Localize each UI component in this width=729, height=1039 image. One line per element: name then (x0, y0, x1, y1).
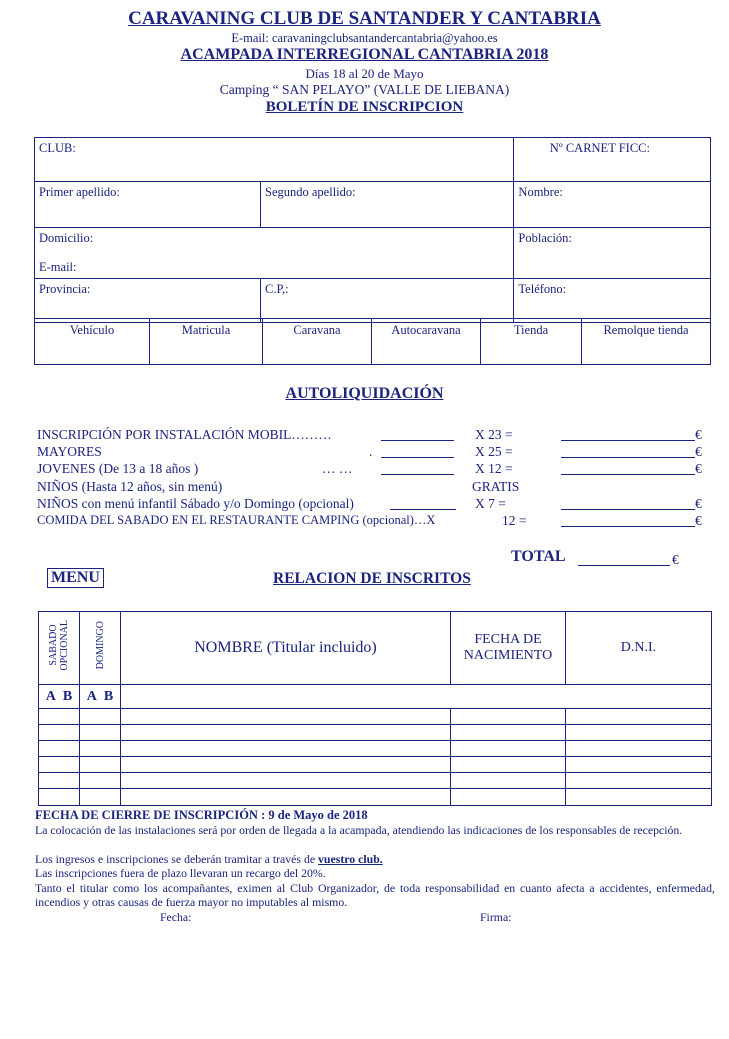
euro-symbol: € (695, 427, 702, 442)
footer-p1: La colocación de las instalaciones será por orden de llegada a la acampada, atendiendo las indicaciones de los responsables de recepción. (35, 823, 683, 837)
fee-row-label: NIÑOS con menú infantil Sábado y/o Domingo (opcional) (37, 496, 354, 511)
firma-label: Firma: (480, 910, 512, 924)
sabado-ab (39, 685, 80, 709)
table-row[interactable] (39, 757, 712, 773)
fee-row-price: X 12 = (475, 461, 513, 476)
total-euro: € (672, 552, 679, 567)
telefono-label: Teléfono: (518, 282, 567, 296)
inscritos-table (38, 611, 712, 806)
euro-symbol: € (695, 513, 702, 528)
sabado-label: SABADO (48, 624, 59, 667)
vehicle-label: Vehículo (69, 323, 115, 337)
fee-row-label: COMIDA DEL SABADO EN EL RESTAURANTE CAMPING (opcional)…X (37, 513, 436, 527)
primer-apellido-field[interactable] (35, 182, 261, 228)
vehicle-cell-remolque[interactable] (582, 319, 711, 365)
email-label: E-mail: (39, 260, 77, 274)
fee-row-label: NIÑOS (Hasta 12 años, sin menú) (37, 479, 223, 494)
option-a: A (45, 688, 56, 704)
vehicle-label: Remolque tienda (603, 323, 689, 337)
domicilio-label: Domicilio: (39, 231, 94, 245)
fecha-cierre: FECHA DE CIERRE DE INSCRIPCIÓN : 9 de Mayo de 2018 (35, 808, 368, 822)
euro-symbol: € (695, 444, 702, 459)
fee-row-price: GRATIS (472, 479, 520, 494)
vehicle-cell-caravana[interactable] (263, 319, 372, 365)
fee-row-amount[interactable] (561, 427, 695, 441)
nombre-label: Nombre: (518, 185, 563, 199)
event-title: ACAMPADA INTERREGIONAL CANTABRIA 2018 (180, 46, 549, 63)
telefono-field[interactable] (514, 279, 711, 323)
table-row[interactable] (39, 725, 712, 741)
vehicle-label: Caravana (293, 323, 341, 337)
fee-row-blank[interactable] (381, 444, 454, 458)
table-row[interactable] (39, 741, 712, 757)
fecha-label-2: NACIMIENTO (463, 648, 553, 663)
ab-row-blank (121, 685, 712, 709)
cp-label: C.P,: (265, 282, 289, 296)
fee-row-blank[interactable] (381, 427, 454, 441)
fee-row-amount[interactable] (561, 461, 695, 475)
vehicle-label: Matricula (181, 323, 231, 337)
footer-p2 (35, 852, 715, 866)
total-label: TOTAL (511, 548, 566, 565)
cp-field[interactable] (261, 279, 514, 323)
nombre-header: NOMBRE (Titular incluido) (121, 612, 451, 685)
total-amount[interactable] (578, 550, 670, 566)
domingo-header (80, 612, 121, 685)
fee-row-amount[interactable] (561, 444, 695, 458)
table-row[interactable] (39, 709, 712, 725)
vuestro-club: vuestro club. (318, 852, 383, 866)
footer-p2-text: Los ingresos e inscripciones se deberán tramitar a través de (35, 852, 316, 866)
fee-row-price: X 25 = (475, 444, 513, 459)
segundo-apellido-label: Segundo apellido: (265, 185, 356, 199)
fecha-label: Fecha: (160, 910, 192, 924)
vehicle-cell-matricula[interactable] (150, 319, 263, 365)
autoliquidacion-title: AUTOLIQUIDACIÓN (285, 385, 444, 402)
fee-row-label: INSCRIPCIÓN POR INSTALACIÓN MOBIL……… (37, 427, 332, 442)
provincia-label: Provincia: (39, 282, 91, 296)
club-email: E-mail: caravaningclubsantandercantabria@yahoo.es (231, 31, 498, 45)
carnet-label: Nº CARNET FICC: (549, 141, 650, 155)
fee-row-dots: … … (322, 461, 353, 476)
fecha-label-1: FECHA DE (474, 632, 542, 647)
fee-row-price: 12 = (502, 513, 527, 528)
provincia-field[interactable] (35, 279, 261, 323)
table-row[interactable] (39, 773, 712, 789)
dni-header: D.N.I. (566, 612, 712, 685)
domingo-ab (80, 685, 121, 709)
footer-p4: Tanto el titular como los acompañantes, eximen al Club Organizador, de toda responsabilidad en cuanto afecta a accidentes, enfermedad, incendios y otras causas de fuerza mayor no imputables al mismo. (35, 881, 715, 910)
vehicle-cell-tienda[interactable] (481, 319, 582, 365)
footer-p3: Las inscripciones fuera de plazo llevaran un recargo del 20%. (35, 866, 326, 880)
menu-label: MENU (47, 568, 104, 588)
domicilio-field[interactable] (35, 228, 514, 279)
inscritos-title: RELACION DE INSCRITOS (273, 570, 471, 587)
club-label: CLUB: (39, 141, 76, 155)
poblacion-label: Población: (518, 231, 572, 245)
sabado-header (39, 612, 80, 685)
registration-form (34, 137, 711, 323)
vehicle-label: Autocaravana (391, 323, 461, 337)
fee-row-amount[interactable] (561, 513, 695, 527)
vehicle-cell-vehiculo[interactable] (35, 319, 150, 365)
fee-row-label: MAYORES (37, 444, 102, 459)
fee-row-price: X 7 = (475, 496, 506, 511)
euro-symbol: € (695, 496, 702, 511)
fee-row-dots: . (369, 444, 373, 459)
carnet-field[interactable] (514, 138, 711, 182)
option-b: B (62, 688, 73, 704)
vehicle-label: Tienda (513, 323, 549, 337)
fee-row-price: X 23 = (475, 427, 513, 442)
nombre-field[interactable] (514, 182, 711, 228)
fee-row-blank[interactable] (390, 496, 456, 510)
vehicle-cell-autocaravana[interactable] (372, 319, 481, 365)
fecha-header (451, 612, 566, 685)
poblacion-field[interactable] (514, 228, 711, 279)
camping-name: Camping “ SAN PELAYO” (VALLE DE LIEBANA) (219, 82, 510, 97)
event-dates: Días 18 al 20 de Mayo (305, 66, 424, 81)
option-b: B (103, 688, 114, 704)
fee-row-label: JOVENES (De 13 a 18 años ) (37, 461, 199, 476)
fee-row-amount[interactable] (561, 496, 695, 510)
domingo-label: DOMINGO (94, 621, 106, 670)
fee-row-blank[interactable] (381, 461, 454, 475)
form-title: BOLETÍN DE INSCRIPCION (265, 99, 464, 115)
club-field[interactable] (35, 138, 514, 182)
opcional-label: OPCIONAL (59, 620, 70, 671)
primer-apellido-label: Primer apellido: (39, 185, 120, 199)
euro-symbol: € (695, 461, 702, 476)
table-row[interactable] (39, 789, 712, 806)
vehicle-table (34, 318, 711, 365)
segundo-apellido-field[interactable] (261, 182, 514, 228)
club-title: CARAVANING CLUB DE SANTANDER Y CANTABRIA (128, 8, 601, 29)
option-a: A (86, 688, 97, 704)
